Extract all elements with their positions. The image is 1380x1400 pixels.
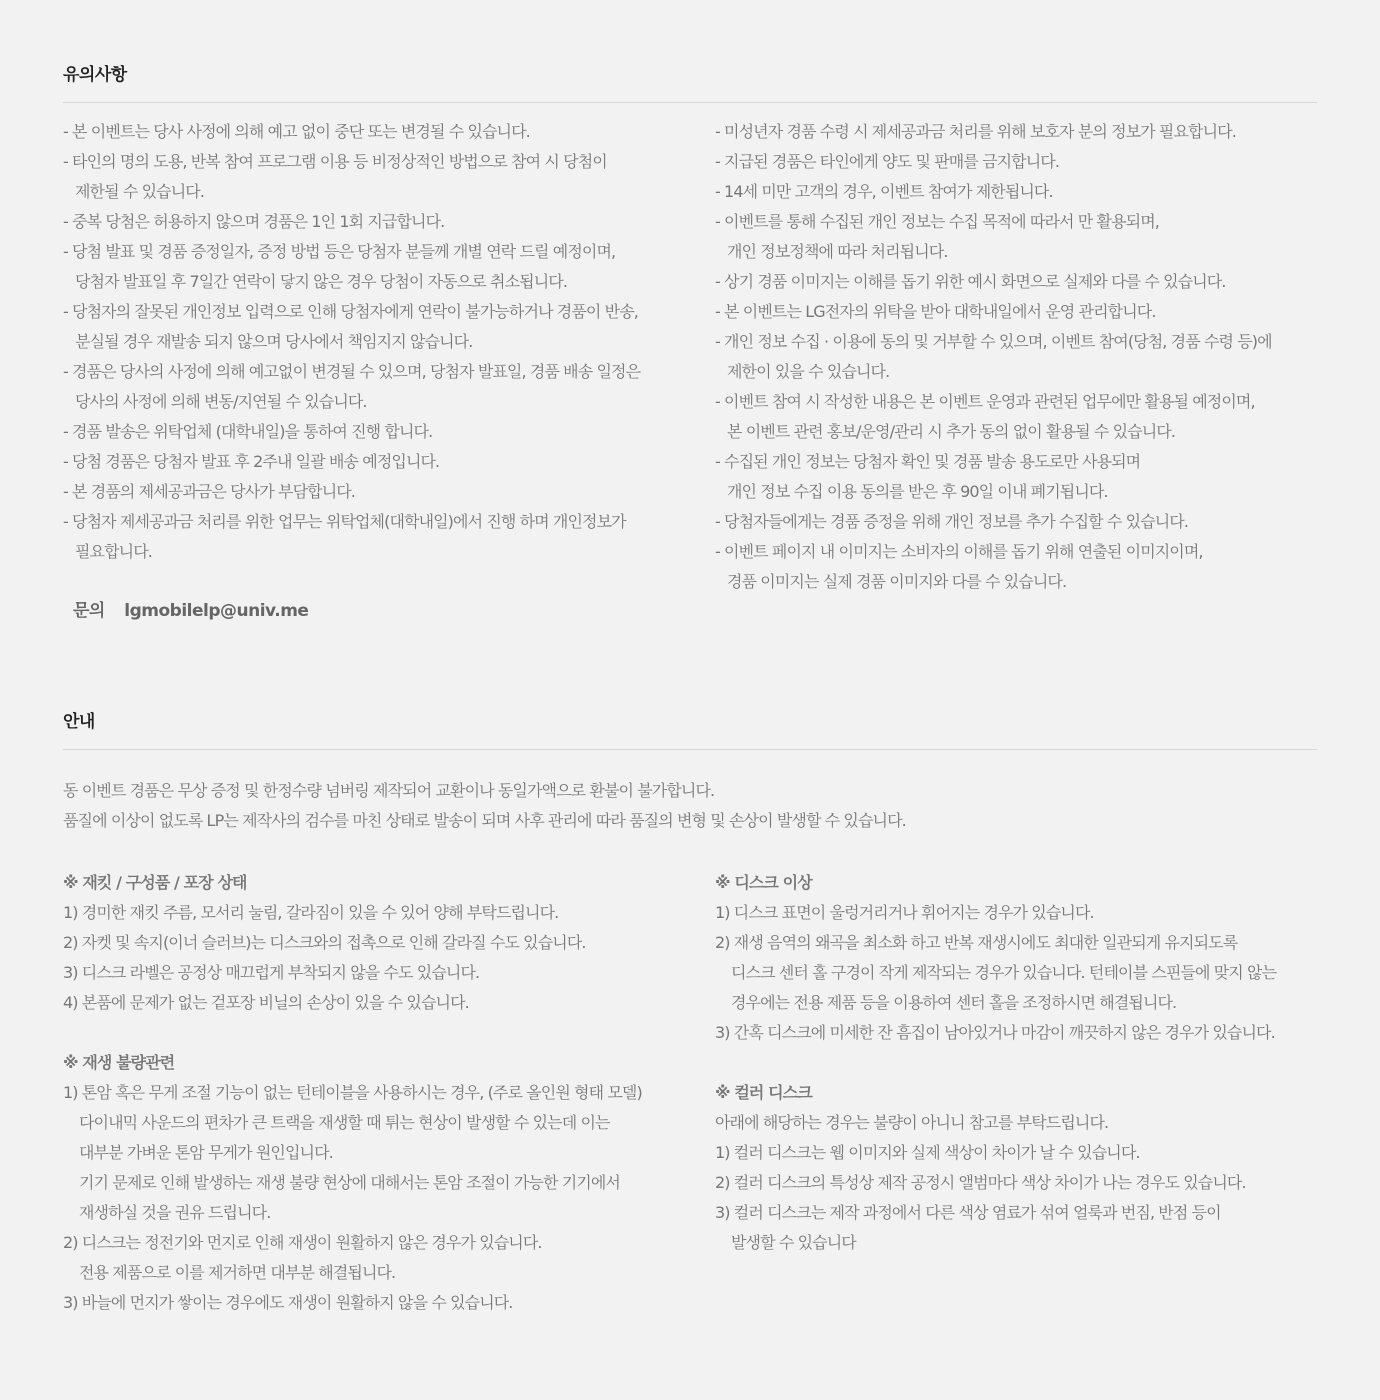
- caution-item: - 당첨자의 잘못된 개인정보 입력으로 인해 당첨자에게 연락이 불가능하거나 경품이 반송,: [63, 302, 638, 321]
- caution-item: - 당첨자 제세공과금 처리를 위한 업무는 위탁업체(대학내일)에서 진행 하며 개인정보가: [63, 512, 626, 531]
- caution-item: 본 이벤트 관련 홍보/운영/관리 시 추가 동의 없이 활용될 수 있습니다.: [727, 422, 1176, 441]
- playback-item: 다이내믹 사운드의 편차가 큰 트랙을 재생할 때 튀는 현상이 발생할 수 있는데 이는: [79, 1113, 610, 1132]
- caution-item: - 경품 발송은 위탁업체 (대학내일)을 통하여 진행 합니다.: [63, 422, 433, 441]
- guide-right-column: [715, 868, 1345, 1258]
- caution-item: - 본 이벤트는 당사 사정에 의해 예고 없이 중단 또는 변경될 수 있습니다.: [63, 122, 530, 141]
- playback-item: 전용 제품으로 이를 제거하면 대부분 해결됩니다.: [79, 1263, 396, 1282]
- disc-item: 디스크 센터 홀 구경이 작게 제작되는 경우가 있습니다. 턴테이블 스핀들에 맞지 않는: [731, 963, 1277, 982]
- caution-item: - 이벤트 페이지 내 이미지는 소비자의 이해를 돕기 위해 연출된 이미지이며,: [715, 542, 1203, 561]
- color-disc-title: ※ 컬러 디스크: [715, 1083, 812, 1102]
- caution-item: - 당첨 발표 및 경품 증정일자, 증정 방법 등은 당첨자 분들께 개별 연락 드릴 예정이며,: [63, 242, 616, 261]
- caution-item: - 미성년자 경품 수령 시 제세공과금 처리를 위해 보호자 분의 정보가 필요합니다.: [715, 122, 1236, 141]
- caution-left-list: [63, 117, 693, 567]
- playback-title: ※ 재생 불량관련: [63, 1053, 175, 1072]
- caution-title: 유의사항: [63, 65, 127, 85]
- caution-item: - 수집된 개인 정보는 당첨자 확인 및 경품 발송 용도로만 사용되며: [715, 452, 1141, 471]
- guide-left-column: [63, 868, 703, 1318]
- guide-intro-line: 동 이벤트 경품은 무상 증정 및 한정수량 넘버링 제작되어 교환이나 동일가액으로 환불이 불가합니다.: [63, 781, 715, 800]
- caution-item: - 개인 정보 수집 · 이용에 동의 및 거부할 수 있으며, 이벤트 참여(당첨, 경품 수령 등)에: [715, 332, 1272, 351]
- caution-item: - 당첨자들에게는 경품 증정을 위해 개인 정보를 추가 수집할 수 있습니다.: [715, 512, 1189, 531]
- caution-item: - 경품은 당사의 사정에 의해 예고없이 변경될 수 있으며, 당첨자 발표일, 경품 배송 일정은: [63, 362, 641, 381]
- disc-item: 2) 재생 음역의 왜곡을 최소화 하고 반복 재생시에도 최대한 일관되게 유지되도록: [715, 933, 1238, 952]
- caution-item: 개인 정보 수집 이용 동의를 받은 후 90일 이내 폐기됩니다.: [727, 482, 1108, 501]
- guide-intro: [63, 776, 1313, 836]
- caution-item: 개인 정보정책에 따라 처리됩니다.: [727, 242, 948, 261]
- color-disc-item: 1) 컬러 디스크는 웹 이미지와 실제 색상이 차이가 날 수 있습니다.: [715, 1143, 1140, 1162]
- caution-item: 제한될 수 있습니다.: [75, 182, 205, 201]
- caution-right-list: [715, 117, 1335, 597]
- color-disc-item: 아래에 해당하는 경우는 불량이 아니니 참고를 부탁드립니다.: [715, 1113, 1109, 1132]
- jacket-item: 1) 경미한 재킷 주름, 모서리 눌림, 갈라짐이 있을 수 있어 양해 부탁드립니다.: [63, 903, 559, 922]
- color-disc-item: 발생할 수 있습니다: [731, 1233, 856, 1252]
- playback-item: 2) 디스크는 정전기와 먼지로 인해 재생이 원활하지 않은 경우가 있습니다.: [63, 1233, 542, 1252]
- playback-item: 기기 문제로 인해 발생하는 재생 불량 현상에 대해서는 톤암 조절이 가능한 기기에서: [79, 1173, 620, 1192]
- caution-divider: [63, 102, 1317, 103]
- jacket-item: 4) 본품에 문제가 없는 겉포장 비닐의 손상이 있을 수 있습니다.: [63, 993, 469, 1012]
- caution-item: - 이벤트를 통해 수집된 개인 정보는 수집 목적에 따라서 만 활용되며,: [715, 212, 1159, 231]
- disc-item: 1) 디스크 표면이 울렁거리거나 휘어지는 경우가 있습니다.: [715, 903, 1094, 922]
- caution-item: - 14세 미만 고객의 경우, 이벤트 참여가 제한됩니다.: [715, 182, 1053, 201]
- contact-email[interactable]: lgmobilelp@univ.me: [124, 601, 309, 621]
- caution-item: 제한이 있을 수 있습니다.: [727, 362, 890, 381]
- caution-item: - 본 이벤트는 LG전자의 위탁을 받아 대학내일에서 운영 관리합니다.: [715, 302, 1156, 321]
- caution-item: 당사의 사정에 의해 변동/지연될 수 있습니다.: [75, 392, 367, 411]
- caution-item: - 중복 당첨은 허용하지 않으며 경품은 1인 1회 지급합니다.: [63, 212, 445, 231]
- contact-info: [73, 596, 308, 621]
- color-disc-item: 3) 컬러 디스크는 제작 과정에서 다른 색상 염료가 섞여 얼룩과 번짐, 반점 등이: [715, 1203, 1221, 1222]
- disc-item: 경우에는 전용 제품 등을 이용하여 센터 홀을 조정하시면 해결됩니다.: [731, 993, 1177, 1012]
- disc-title: ※ 디스크 이상: [715, 873, 812, 892]
- caution-item: - 지급된 경품은 타인에게 양도 및 판매를 금지합니다.: [715, 152, 1060, 171]
- caution-item: - 타인의 명의 도용, 반복 참여 프로그램 이용 등 비정상적인 방법으로 참여 시 당첨이: [63, 152, 607, 171]
- color-disc-item: 2) 컬러 디스크의 특성상 제작 공정시 앨범마다 색상 차이가 나는 경우도 있습니다.: [715, 1173, 1246, 1192]
- caution-item: - 상기 경품 이미지는 이해를 돕기 위한 예시 화면으로 실제와 다를 수 있습니다.: [715, 272, 1226, 291]
- contact-label: 문의: [73, 601, 105, 621]
- caution-item: - 이벤트 참여 시 작성한 내용은 본 이벤트 운영과 관련된 업무에만 활용될 예정이며,: [715, 392, 1255, 411]
- playback-item: 대부분 가벼운 톤암 무게가 원인입니다.: [79, 1143, 333, 1162]
- guide-divider: [63, 749, 1317, 750]
- caution-item: 분실될 경우 재발송 되지 않으며 당사에서 책임지지 않습니다.: [75, 332, 473, 351]
- playback-item: 3) 바늘에 먼지가 쌓이는 경우에도 재생이 원활하지 않을 수 있습니다.: [63, 1293, 513, 1312]
- disc-item: 3) 간혹 디스크에 미세한 잔 흠집이 남아있거나 마감이 깨끗하지 않은 경우가 있습니다.: [715, 1023, 1275, 1042]
- caution-item: - 당첨 경품은 당첨자 발표 후 2주내 일괄 배송 예정입니다.: [63, 452, 440, 471]
- guide-intro-line: 품질에 이상이 없도록 LP는 제작사의 검수를 마친 상태로 발송이 되며 사후 관리에 따라 품질의 변형 및 손상이 발생할 수 있습니다.: [63, 811, 906, 830]
- jacket-item: 3) 디스크 라벨은 공정상 매끄럽게 부착되지 않을 수도 있습니다.: [63, 963, 480, 982]
- playback-item: 1) 톤암 혹은 무게 조절 기능이 없는 턴테이블을 사용하시는 경우, (주로 올인원 형태 모델): [63, 1083, 642, 1102]
- playback-item: 재생하실 것을 권유 드립니다.: [79, 1203, 271, 1222]
- caution-item: 경품 이미지는 실제 경품 이미지와 다를 수 있습니다.: [727, 572, 1067, 591]
- caution-item: 필요합니다.: [75, 542, 152, 561]
- jacket-item: 2) 자켓 및 속지(이너 슬러브)는 디스크와의 접촉으로 인해 갈라질 수도 있습니다.: [63, 933, 586, 952]
- guide-title: 안내: [63, 712, 95, 732]
- caution-item: 당첨자 발표일 후 7일간 연락이 닿지 않은 경우 당첨이 자동으로 취소됩니다.: [75, 272, 568, 291]
- jacket-title: ※ 재킷 / 구성품 / 포장 상태: [63, 873, 247, 892]
- caution-item: - 본 경품의 제세공과금은 당사가 부담합니다.: [63, 482, 355, 501]
